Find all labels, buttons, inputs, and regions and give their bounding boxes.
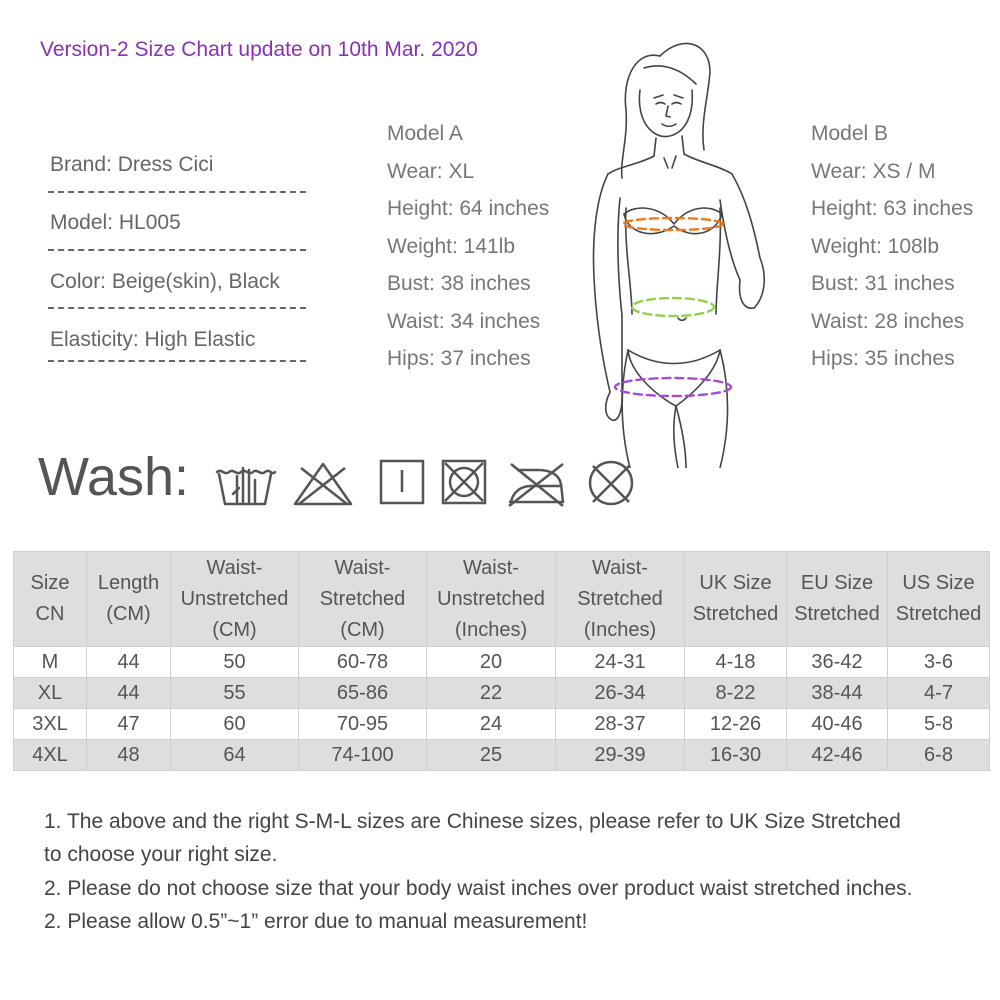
table-cell: 4-7	[888, 678, 990, 709]
do-not-bleach-icon	[291, 458, 355, 508]
header-eu-size: EU Size Stretched	[787, 552, 888, 647]
model-a-weight: Weight: 141lb	[387, 234, 516, 258]
header-waist-unstretched-inches: Waist- Unstretched (Inches)	[427, 552, 556, 647]
header-length: Length (CM)	[87, 552, 171, 647]
model-b-weight: Weight: 108lb	[811, 234, 940, 258]
hand-wash-icon	[213, 458, 277, 508]
model-figure-illustration	[570, 28, 800, 468]
table-cell: 26-34	[556, 678, 685, 709]
table-cell: 74-100	[299, 740, 427, 771]
wash-label: Wash:	[38, 447, 190, 507]
do-not-dry-clean-icon	[584, 458, 638, 508]
table-cell: 4XL	[14, 740, 87, 771]
model-b-hips: Hips: 35 inches	[811, 347, 955, 370]
spec-brand: Brand: Dress Cici	[50, 153, 214, 176]
line-dry-icon	[378, 458, 426, 506]
table-cell: 42-46	[787, 740, 888, 771]
model-a-title: Model A	[387, 122, 463, 145]
table-cell: 44	[87, 678, 171, 709]
header-waist-stretched-inches: Waist- Stretched (Inches)	[556, 552, 685, 647]
table-cell: 3XL	[14, 709, 87, 740]
header-waist-unstretched-cm: Waist- Unstretched (CM)	[171, 552, 299, 647]
note-line: to choose your right size.	[44, 843, 278, 866]
table-cell: 64	[171, 740, 299, 771]
divider	[48, 360, 306, 362]
table-cell: 60-78	[299, 647, 427, 678]
hips-measure-line	[615, 378, 731, 396]
table-cell: M	[14, 647, 87, 678]
spec-elasticity: Elasticity: High Elastic	[50, 328, 256, 351]
model-a-hips: Hips: 37 inches	[387, 347, 531, 370]
table-cell: 3-6	[888, 647, 990, 678]
table-row	[14, 709, 990, 740]
table-cell: 24-31	[556, 647, 685, 678]
model-a-bust: Bust: 38 inches	[387, 272, 531, 295]
table-cell: 6-8	[888, 740, 990, 771]
table-cell: 55	[171, 678, 299, 709]
table-cell: 65-86	[299, 678, 427, 709]
header-us-size: US Size Stretched	[888, 552, 990, 647]
model-b-waist: Waist: 28 inches	[811, 309, 965, 333]
spec-model: Model: HL005	[50, 211, 181, 234]
note-line: 2. Please allow 0.5”~1” error due to manual measurement!	[44, 910, 588, 933]
table-cell: 50	[171, 647, 299, 678]
model-b-bust: Bust: 31 inches	[811, 272, 955, 295]
version-title: Version-2 Size Chart update on 10th Mar. 2020	[40, 38, 478, 61]
table-cell: XL	[14, 678, 87, 709]
header-uk-size: UK Size Stretched	[685, 552, 787, 647]
divider	[48, 191, 306, 193]
model-b-wear: Wear: XS / M	[811, 159, 936, 183]
note-line: 1. The above and the right S-M-L sizes are Chinese sizes, please refer to UK Size Stretched	[44, 810, 901, 833]
divider	[48, 249, 306, 251]
note-line: 2. Please do not choose size that your body waist inches over product waist stretched inches.	[44, 877, 913, 900]
table-cell: 28-37	[556, 709, 685, 740]
table-row	[14, 647, 990, 678]
divider	[48, 307, 306, 309]
table-row	[14, 740, 990, 771]
table-cell: 12-26	[685, 709, 787, 740]
model-b-info	[811, 115, 973, 378]
size-chart-table	[13, 551, 990, 771]
model-b-title: Model B	[811, 122, 889, 145]
model-b-height: Height: 63 inches	[811, 197, 974, 220]
model-a-wear: Wear: XL	[387, 159, 475, 183]
table-cell: 5-8	[888, 709, 990, 740]
model-a-waist: Waist: 34 inches	[387, 309, 541, 333]
table-cell: 8-22	[685, 678, 787, 709]
table-cell: 4-18	[685, 647, 787, 678]
table-row	[14, 678, 990, 709]
table-cell: 47	[87, 709, 171, 740]
header-size-cn: Size CN	[14, 552, 87, 647]
model-a-height: Height: 64 inches	[387, 197, 550, 220]
table-cell: 22	[427, 678, 556, 709]
table-cell: 44	[87, 647, 171, 678]
table-cell: 60	[171, 709, 299, 740]
table-cell: 24	[427, 709, 556, 740]
table-cell: 36-42	[787, 647, 888, 678]
table-cell: 16-30	[685, 740, 787, 771]
waist-measure-line	[632, 298, 714, 316]
table-cell: 48	[87, 740, 171, 771]
table-header-row	[14, 552, 990, 647]
table-cell: 70-95	[299, 709, 427, 740]
table-cell: 40-46	[787, 709, 888, 740]
spec-color: Color: Beige(skin), Black	[50, 270, 280, 293]
do-not-tumble-dry-icon	[440, 458, 488, 506]
do-not-iron-icon	[503, 458, 569, 508]
table-cell: 29-39	[556, 740, 685, 771]
model-a-info	[387, 115, 549, 378]
header-waist-stretched-cm: Waist- Stretched (CM)	[299, 552, 427, 647]
table-cell: 25	[427, 740, 556, 771]
table-cell: 20	[427, 647, 556, 678]
table-cell: 38-44	[787, 678, 888, 709]
